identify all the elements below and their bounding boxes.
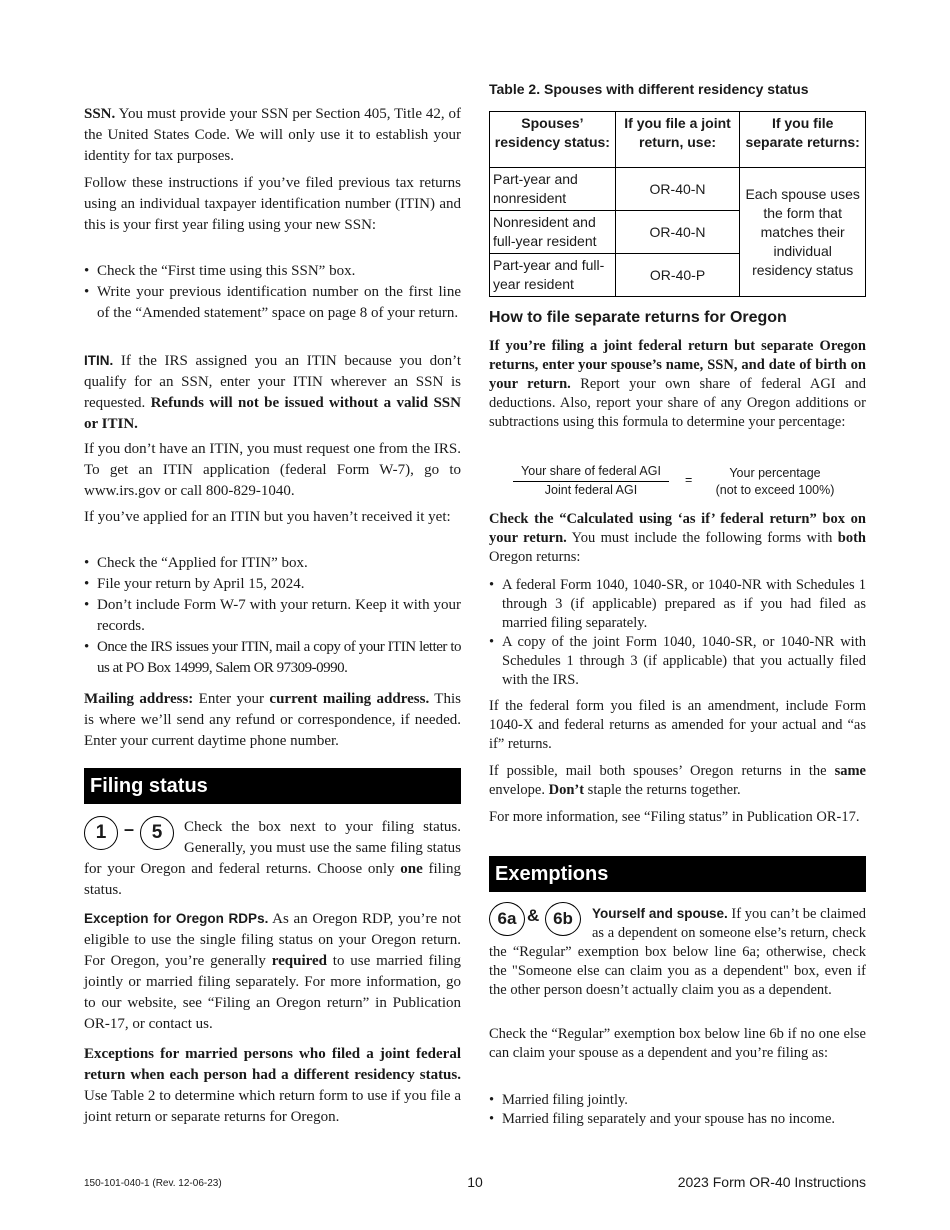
itin-bullet-list xyxy=(84,553,461,679)
line-5-circle: 5 xyxy=(140,816,174,850)
row-status: Nonresident and full-year resident xyxy=(490,211,616,254)
list-item: • A copy of the joint Form 1040, 1040-SR, or 1040-NR with Schedules 1 through 3 (if applicable) that you actually filed with the IRS. xyxy=(489,633,866,690)
header-joint-return: If you file a joint return, use: xyxy=(615,112,740,168)
line-1-circle: 1 xyxy=(84,816,118,850)
ssn-bullet-list xyxy=(84,261,461,324)
table-header-row xyxy=(490,112,866,168)
mail-both-text-c: staple the returns together. xyxy=(584,782,741,798)
ssn-lead: SSN. xyxy=(84,106,116,122)
rdp-bold: required xyxy=(271,953,328,969)
rdp-text-b: to use married filing jointly or married filing separately. For more information, go to our website, see “Filing an Oregon return” in Publication OR-17, or contact us. xyxy=(84,953,461,1032)
row-joint-form: OR-40-P xyxy=(615,254,740,297)
mailing-text: This is where we’ll send any refund or correspondence, if needed. Enter your current daytime phone number. xyxy=(84,691,461,749)
list-item: • Check the “First time using this SSN” box. xyxy=(84,261,461,282)
range-dash: – xyxy=(124,819,135,839)
row-joint-form: OR-40-N xyxy=(615,168,740,211)
row-status: Part-year and nonresident xyxy=(490,168,616,211)
as-if-bullet-list xyxy=(489,576,866,690)
as-if-paragraph xyxy=(489,510,866,567)
exemptions-heading: Exemptions xyxy=(489,856,866,892)
footer-form-id: 150-101-040-1 (Rev. 12-06-23) xyxy=(84,1178,222,1189)
list-item: • Married filing separately and your spouse has no income. xyxy=(489,1110,866,1129)
yourself-text: If you can’t be claimed as a dependent on someone else’s return, check the “Regular” exemption box below line 6a; otherwise, check the "Someone else can claim you as a dependent" box, even if the other person doesn’t actually claim you as a dependent. xyxy=(489,906,867,998)
rdp-text-a: As an Oregon RDP, you’re not eligible to use the single filing status on your Oregon return. For Oregon, you’re generally xyxy=(84,911,461,969)
itin-bold: Refunds will not be issued without a valid SSN or ITIN. xyxy=(84,395,461,432)
list-item: • File your return by April 15, 2024. xyxy=(84,574,461,595)
filing-status-bold: one xyxy=(400,861,423,877)
filing-status-heading: Filing status xyxy=(84,768,461,804)
table-title: Table 2. Spouses with different residency status xyxy=(489,81,809,97)
mailing-bold: current mailing address. xyxy=(269,691,430,707)
header-separate-returns: If you file separate returns: xyxy=(740,112,866,168)
separate-bold: If you’re filing a joint federal return but separate Oregon returns, enter your spouse’s name, SSN, and date of birth on your return. xyxy=(489,338,866,392)
amendment-paragraph: If the federal form you filed is an amendment, include Form 1040-X and federal returns as amended for your actual and “as if” returns. xyxy=(489,698,866,752)
mailing-mid: Enter your xyxy=(193,691,270,707)
separate-text: Report your own share of federal AGI and deductions. Also, report your share of any Oregon additions or subtractions using this formula to determine your percentage: xyxy=(489,376,866,430)
filing-status-text-b: filing status. xyxy=(84,861,461,898)
separate-returns-cell: Each spouse uses the form that matches their individual residency status xyxy=(740,168,866,297)
ssn-paragraph xyxy=(84,104,461,167)
footer-title: 2023 Form OR-40 Instructions xyxy=(677,1174,866,1190)
ssn-text: You must provide your SSN per Section 405, Title 42, of the United States Code. We will only use it to establish your identity for tax purposes. xyxy=(84,106,461,164)
list-item: • A federal Form 1040, 1040-SR, or 1040-NR with Schedules 1 through 3 (if applicable) prepared as if you had filed as married filing separately. xyxy=(489,576,866,633)
married-exceptions-bold: Exceptions for married persons who filed a joint federal return when each person had a different residency status. xyxy=(84,1046,461,1083)
married-exceptions-text: Use Table 2 to determine which return form to use if you file a joint return or separate returns for Oregon. xyxy=(84,1088,461,1125)
as-if-text-b: Oregon returns: xyxy=(489,549,581,565)
itin-text: If the IRS assigned you an ITIN because you don’t qualify for an SSN, enter your ITIN wherever an SSN is requested. xyxy=(84,353,461,411)
circle-float-spacer xyxy=(489,904,592,940)
regular-6b-paragraph: Check the “Regular” exemption box below line 6b if no one else can claim your spouse as a dependent and you’re filing as: xyxy=(489,1026,866,1061)
percentage-formula xyxy=(489,462,866,502)
circle-float-spacer xyxy=(84,817,184,859)
list-item: • Once the IRS issues your ITIN, mail a copy of your ITIN letter to us at PO Box 14999, Salem OR 97309-0990. xyxy=(84,637,461,679)
list-item: • Don’t include Form W-7 with your return. Keep it with your records. xyxy=(84,595,461,637)
mail-both-bold2: Don’t xyxy=(548,782,585,798)
formula-result xyxy=(701,465,849,499)
mail-both-bold: same xyxy=(834,763,866,779)
as-if-bold: Check the “Calculated using ‘as if’ federal return” box on your return. xyxy=(489,511,866,546)
list-item: • Check the “Applied for ITIN” box. xyxy=(84,553,461,574)
separate-returns-heading: How to file separate returns for Oregon xyxy=(489,309,787,326)
formula-denominator: Joint federal AGI xyxy=(544,483,638,497)
mailing-lead: Mailing address: xyxy=(84,691,194,707)
row-joint-form: OR-40-N xyxy=(615,211,740,254)
formula-numerator: Your share of federal AGI xyxy=(521,464,661,478)
formula-result-line2: (not to exceed 100%) xyxy=(715,483,835,497)
more-info-paragraph: For more information, see “Filing status” in Publication OR-17. xyxy=(489,809,860,825)
ampersand: & xyxy=(527,906,540,925)
formula-equals: = xyxy=(685,473,693,487)
separate-returns-paragraph xyxy=(489,337,866,432)
mail-both-text-a: If possible, mail both spouses’ Oregon returns in the xyxy=(489,763,835,779)
regular-bullet-list xyxy=(489,1091,866,1129)
line-6a-circle: 6a xyxy=(489,902,525,936)
line-6b-circle: 6b xyxy=(545,902,581,936)
itin-applied-paragraph: If you’ve applied for an ITIN but you haven’t received it yet: xyxy=(84,509,451,525)
footer-page-number: 10 xyxy=(467,1174,483,1190)
header-residency-status: Spouses’ residency status: xyxy=(490,112,616,168)
list-item: • Married filing jointly. xyxy=(489,1091,866,1110)
as-if-text-a: You must include the following forms with xyxy=(566,530,838,546)
itin-first-year-paragraph: Follow these instructions if you’ve filed previous tax returns using an individual taxpayer identification number (ITIN) and this is your first year filing using your new SSN: xyxy=(84,175,461,233)
as-if-bold2: both xyxy=(837,530,866,546)
rdp-lead: Exception for Oregon RDPs. xyxy=(84,911,269,926)
table-row xyxy=(490,168,866,211)
row-status: Part-year and full-year resident xyxy=(490,254,616,297)
mail-both-text-b: envelope. xyxy=(489,782,549,798)
list-item: • Write your previous identification number on the first line of the “Amended statement” space on page 8 of your return. xyxy=(84,282,461,324)
mail-both-paragraph xyxy=(489,762,866,800)
formula-result-line1: Your percentage xyxy=(729,466,821,480)
rdp-exception-paragraph xyxy=(84,908,461,1035)
married-exceptions-paragraph xyxy=(84,1044,461,1128)
fraction-bar xyxy=(513,481,669,482)
mailing-address-paragraph xyxy=(84,689,461,752)
itin-paragraph xyxy=(84,350,461,435)
itin-lead: ITIN. xyxy=(84,353,114,368)
residency-table xyxy=(489,111,866,297)
filing-status-text-a: Check the box next to your filing status. Generally, you must use the same filing status for your Oregon and federal returns. Choose only xyxy=(84,819,461,877)
itin-request-paragraph: If you don’t have an ITIN, you must request one from the IRS. To get an ITIN application (federal Form W-7), go to www.irs.gov or call 800-829-1040. xyxy=(84,441,461,499)
filing-status-paragraph xyxy=(84,817,461,901)
yourself-spouse-paragraph xyxy=(489,904,866,1000)
yourself-lead: Yourself and spouse. xyxy=(592,906,728,921)
